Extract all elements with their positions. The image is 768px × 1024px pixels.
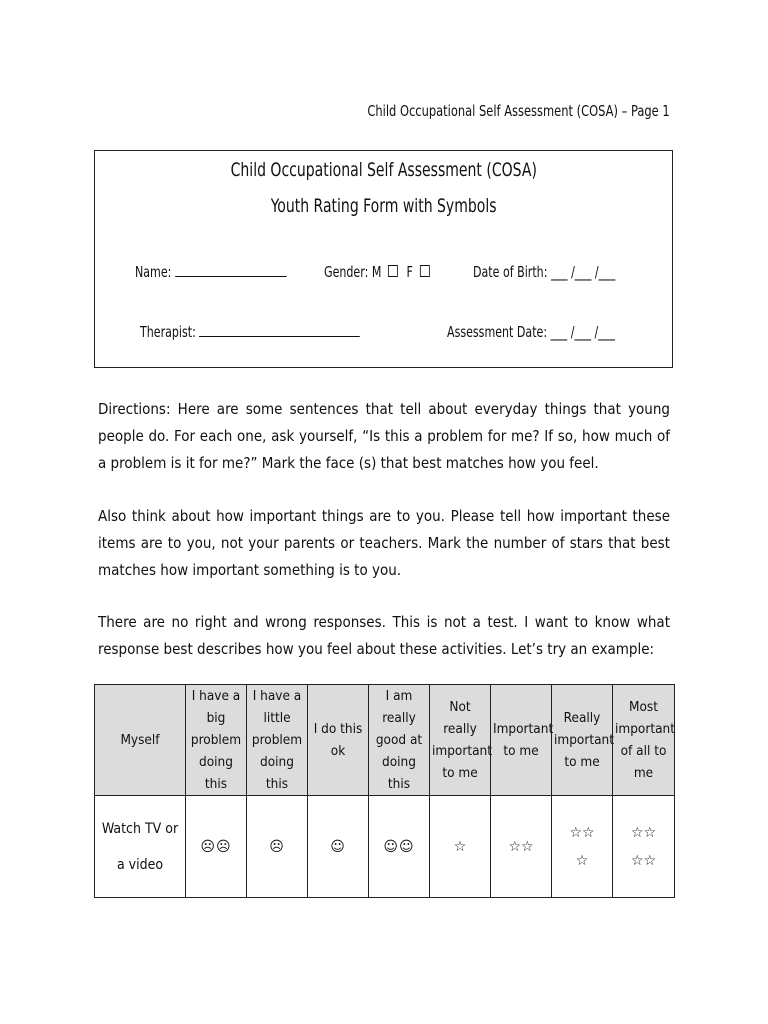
form-title: Child Occupational Self Assessment (COSA) (230, 159, 537, 181)
header-not-important: Not really important to me (430, 685, 491, 796)
gender-m-label: M (371, 263, 382, 281)
dob-label: Date of Birth: (473, 263, 548, 281)
title-box (94, 150, 673, 368)
name-blank[interactable] (175, 264, 287, 277)
header-most-important: Most important of all to me (613, 685, 675, 796)
example-table (94, 684, 675, 898)
dob-field[interactable] (473, 263, 615, 281)
header-little-problem: I have a little problem doing this (247, 685, 308, 796)
assessment-label: Assessment Date: (447, 323, 548, 341)
importance-paragraph: Also think about how important things are to you. Please tell how important these items are to you, not your parents or teachers. Mark the number of stars that best matches how important something is to you. (98, 507, 670, 579)
gender-f-label: F (406, 263, 413, 281)
form-subtitle: Youth Rating Form with Symbols (270, 195, 497, 217)
gender-m-checkbox[interactable] (388, 265, 398, 277)
directions-paragraph: Directions: Here are some sentences that tell about everyday things that young people do. For each one, ask yourself, “Is this a problem for me? If so, how much of a problem is it for me?” Mark the face (s) that best matches how you feel. (98, 400, 670, 472)
assessment-date-field[interactable] (447, 323, 615, 341)
table-header-row (95, 685, 675, 796)
row-label: Watch TV or a video (95, 796, 186, 898)
four-stars-icon[interactable]: ☆☆ ☆☆ (613, 796, 675, 898)
dob-blank[interactable]: ___ /___ /___ (550, 263, 616, 281)
header-important: Important to me (491, 685, 552, 796)
header-really-important: Really important to me (552, 685, 613, 796)
one-star-icon[interactable]: ☆ (430, 796, 491, 898)
header-big-problem: I have a big problem doing this (186, 685, 247, 796)
page-header: Child Occupational Self Assessment (COSA) – Page 1 (367, 102, 670, 120)
name-label: Name: (135, 263, 172, 281)
name-field[interactable] (135, 263, 286, 281)
little-problem-face-icon[interactable]: ☹ (247, 796, 308, 898)
therapist-label: Therapist: (140, 323, 196, 341)
table-row (95, 796, 675, 898)
really-good-faces-icon[interactable]: ☺☺ (369, 796, 430, 898)
assessment-blank[interactable]: ___ /___ /___ (550, 323, 615, 341)
gender-f-checkbox[interactable] (420, 265, 430, 277)
therapist-blank[interactable] (199, 324, 360, 337)
gender-field (324, 263, 434, 281)
header-myself: Myself (95, 685, 186, 796)
ok-face-icon[interactable]: ☺ (308, 796, 369, 898)
three-stars-icon[interactable]: ☆☆ ☆ (552, 796, 613, 898)
gender-label: Gender: (324, 263, 369, 281)
example-paragraph: There are no right and wrong responses. This is not a test. I want to know what response best describes how you feel about these activities. Let’s try an example: (98, 613, 670, 658)
therapist-field[interactable] (140, 323, 360, 341)
big-problem-faces-icon[interactable]: ☹☹ (186, 796, 247, 898)
header-really-good: I am really good at doing this (369, 685, 430, 796)
two-stars-icon[interactable]: ☆☆ (491, 796, 552, 898)
header-ok: I do this ok (308, 685, 369, 796)
